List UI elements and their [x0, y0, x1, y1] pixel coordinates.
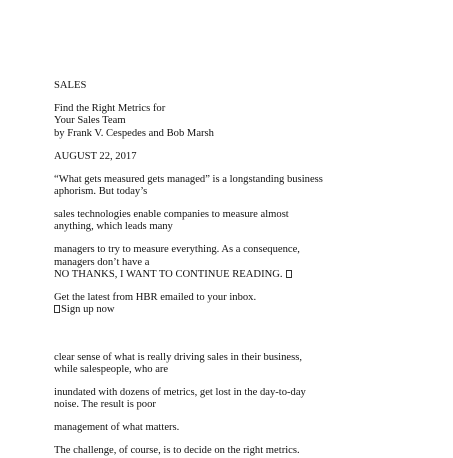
- missing-glyph-box-icon: [54, 305, 60, 313]
- paragraph-4-line-2: while salespeople, who are: [54, 364, 169, 376]
- article-title-line-2: Your Sales Team: [54, 115, 126, 127]
- continue-reading-row: [54, 269, 434, 281]
- paragraph-1-line-2: aphorism. But today’s: [54, 185, 148, 197]
- missing-glyph-box-icon: [286, 270, 292, 278]
- paragraph-3-line-2: managers don’t have a: [54, 256, 150, 268]
- paragraph-2-line-2: anything, which leads many: [54, 221, 173, 233]
- paragraph-1-line-1: “What gets measured gets managed” is a longstanding business: [54, 173, 323, 185]
- publish-date: AUGUST 22, 2017: [54, 150, 137, 162]
- article-body: [54, 80, 434, 458]
- paragraph-6-line-1: management of what matters.: [54, 422, 180, 434]
- section-label: SALES: [54, 80, 87, 91]
- continue-reading-link[interactable]: NO THANKS, I WANT TO CONTINUE READING.: [54, 268, 283, 280]
- paragraph-7-line-1: The challenge, of course, is to decide on the right metrics.: [54, 445, 300, 457]
- article-title-line-1: Find the Right Metrics for: [54, 102, 166, 114]
- signup-row: [54, 304, 434, 316]
- paragraph-5-line-2: noise. The result is poor: [54, 399, 156, 411]
- byline: by Frank V. Cespedes and Bob Marsh: [54, 127, 214, 139]
- paragraph-4-line-1: clear sense of what is really driving sales in their business,: [54, 351, 303, 363]
- signup-link[interactable]: Sign up now: [61, 304, 115, 316]
- paragraph-5-line-1: inundated with dozens of metrics, get lost in the day-to-day: [54, 387, 306, 398]
- paragraph-2-line-1: sales technologies enable companies to measure almost: [54, 208, 289, 220]
- paragraph-3-line-1: managers to try to measure everything. As a consequence,: [54, 244, 300, 256]
- newsletter-text: Get the latest from HBR emailed to your inbox.: [54, 291, 257, 303]
